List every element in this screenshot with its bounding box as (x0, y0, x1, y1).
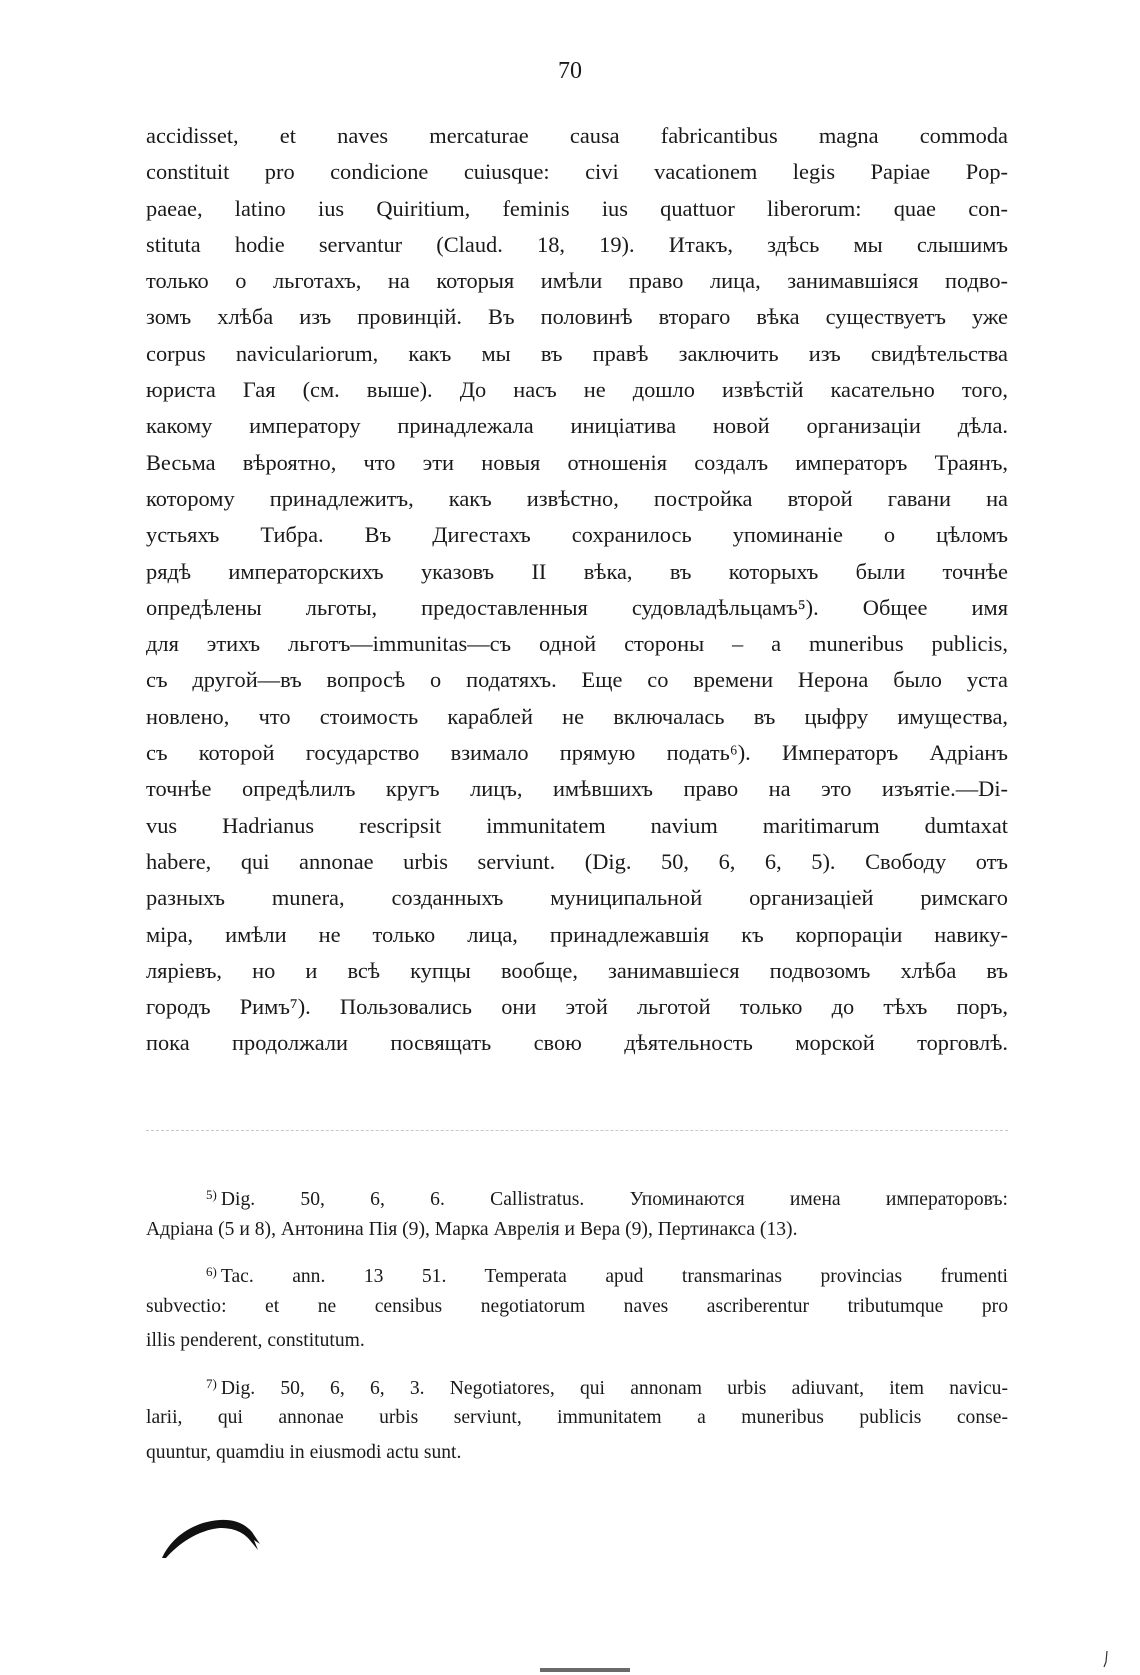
footnote-line: illis penderent, constitutum. (146, 1330, 365, 1351)
bottom-edge-smudge (540, 1668, 630, 1672)
text-line: устьяхъ Тибра. Въ Дигестахъ сохранилось упоминаніе о цѣломъ (146, 522, 1008, 548)
footnote-marker: 7) (206, 1375, 217, 1391)
footnote-line: subvectio: et ne censibus negotiatorum naves ascriberentur tributumque pro (146, 1295, 1008, 1317)
text-line: юриста Гая (см. выше). До насъ не дошло извѣстій касательно того, (146, 377, 1008, 403)
text-line: пока продолжали посвящать свою дѣятельность морской торговлѣ. (146, 1030, 1008, 1056)
text-line: съ другой—въ вопросѣ о податяхъ. Еще со времени Нерона было уста (146, 667, 1008, 693)
footnote-line: quuntur, quamdiu in eiusmodi actu sunt. (146, 1441, 462, 1463)
footnote-7 (146, 1367, 1008, 1471)
footnote-text: Dig. 50, 6, 6. Callistratus. Упоминаются имена императоровъ: (220, 1189, 1008, 1210)
text-line: разныхъ munera, созданныхъ муниципальной организаціей римскаго (146, 885, 1008, 911)
ink-scribble-icon (160, 1510, 270, 1560)
margin-mark-icon (1102, 1650, 1110, 1668)
text-line: constituit pro condicione cuiusque: civi vacationem legis Papiae Pop- (146, 159, 1008, 185)
footnote-separator (146, 1130, 1008, 1131)
footnote-marker: 6) (206, 1264, 217, 1279)
text-line: опредѣлены льготы, предоставленныя судовладѣльцамъ⁵). Общее имя (146, 594, 1008, 620)
text-line: accidisset, et naves mercaturae causa fabricantibus magna commoda (146, 123, 1008, 148)
footnote-6 (146, 1255, 1008, 1359)
main-text (146, 118, 1008, 1062)
text-line: corpus naviculariorum, какъ мы въ правѣ заключить изъ свидѣтельства (146, 340, 1008, 366)
text-line: Весьма вѣроятно, что эти новыя отношенія создалъ императоръ Траянъ, (146, 449, 1008, 475)
text-line: habere, qui annonae urbis serviunt. (Dig. 50, 6, 6, 5). Свободу отъ (146, 848, 1008, 874)
text-line: которому принадлежитъ, какъ извѣстно, постройка второй гавани на (146, 485, 1008, 511)
text-line: какому императору принадлежала иниціатива новой организаціи дѣла. (146, 413, 1008, 439)
footnote-5 (146, 1178, 1008, 1247)
footnote-line: Адріана (5 и 8), Антонина Пія (9), Марка Аврелія и Вера (9), Пертинакса (13). (146, 1218, 798, 1240)
page-number: 70 (558, 58, 582, 84)
text-line: рядѣ императорскихъ указовъ II вѣка, въ которыхъ были точнѣе (146, 558, 1008, 584)
text-line: точнѣе опредѣлилъ кругъ лицъ, имѣвшихъ право на это изъятіе.—Di- (146, 776, 1008, 802)
text-line: зомъ хлѣба изъ провинцій. Въ половинѣ втораго вѣка существуетъ уже (146, 304, 1008, 330)
text-line: городъ Римъ⁷). Пользовались они этой льготой только до тѣхъ поръ, (146, 994, 1008, 1020)
text-line: съ которой государство взимало прямую подать⁶). Императоръ Адріанъ (146, 740, 1008, 766)
text-line: paeae, latino ius Quiritium, feminis ius quattuor liberorum: quae con- (146, 195, 1008, 221)
text-line: міра, имѣли не только лица, принадлежавшія къ корпораціи навику- (146, 921, 1008, 947)
footnote-text: Dig. 50, 6, 6, 3. Negotiatores, qui annonam urbis adiuvant, item navicu- (220, 1377, 1008, 1399)
text-line: stituta hodie servantur (Claud. 18, 19). Итакъ, здѣсь мы слышимъ (146, 231, 1008, 257)
footnote-marker: 5) (206, 1187, 217, 1202)
text-line: новлено, что стоимость караблей не включалась въ цыфру имущества, (146, 703, 1008, 729)
footnote-text: Tac. ann. 13 51. Temperata apud transmarinas provincias frumenti (220, 1266, 1008, 1287)
footnote-line (146, 1367, 1008, 1402)
text-line: для этихъ льготъ—immunitas—съ одной стороны – a muneribus publicis, (146, 631, 1008, 657)
footnotes (146, 1178, 1008, 1478)
footnote-line (146, 1178, 1008, 1213)
footnote-line: larii, qui annonae urbis serviunt, immunitatem a muneribus publicis conse- (146, 1407, 1008, 1428)
text-line: только о льготахъ, на которыя имѣли право лица, занимавшіяся подво- (146, 268, 1008, 294)
footnote-line (146, 1255, 1008, 1290)
text-line: ляріевъ, но и всѣ купцы вообще, занимавшіеся подвозомъ хлѣба въ (146, 957, 1008, 983)
text-line: vus Hadrianus rescripsit immunitatem navium maritimarum dumtaxat (146, 812, 1008, 838)
